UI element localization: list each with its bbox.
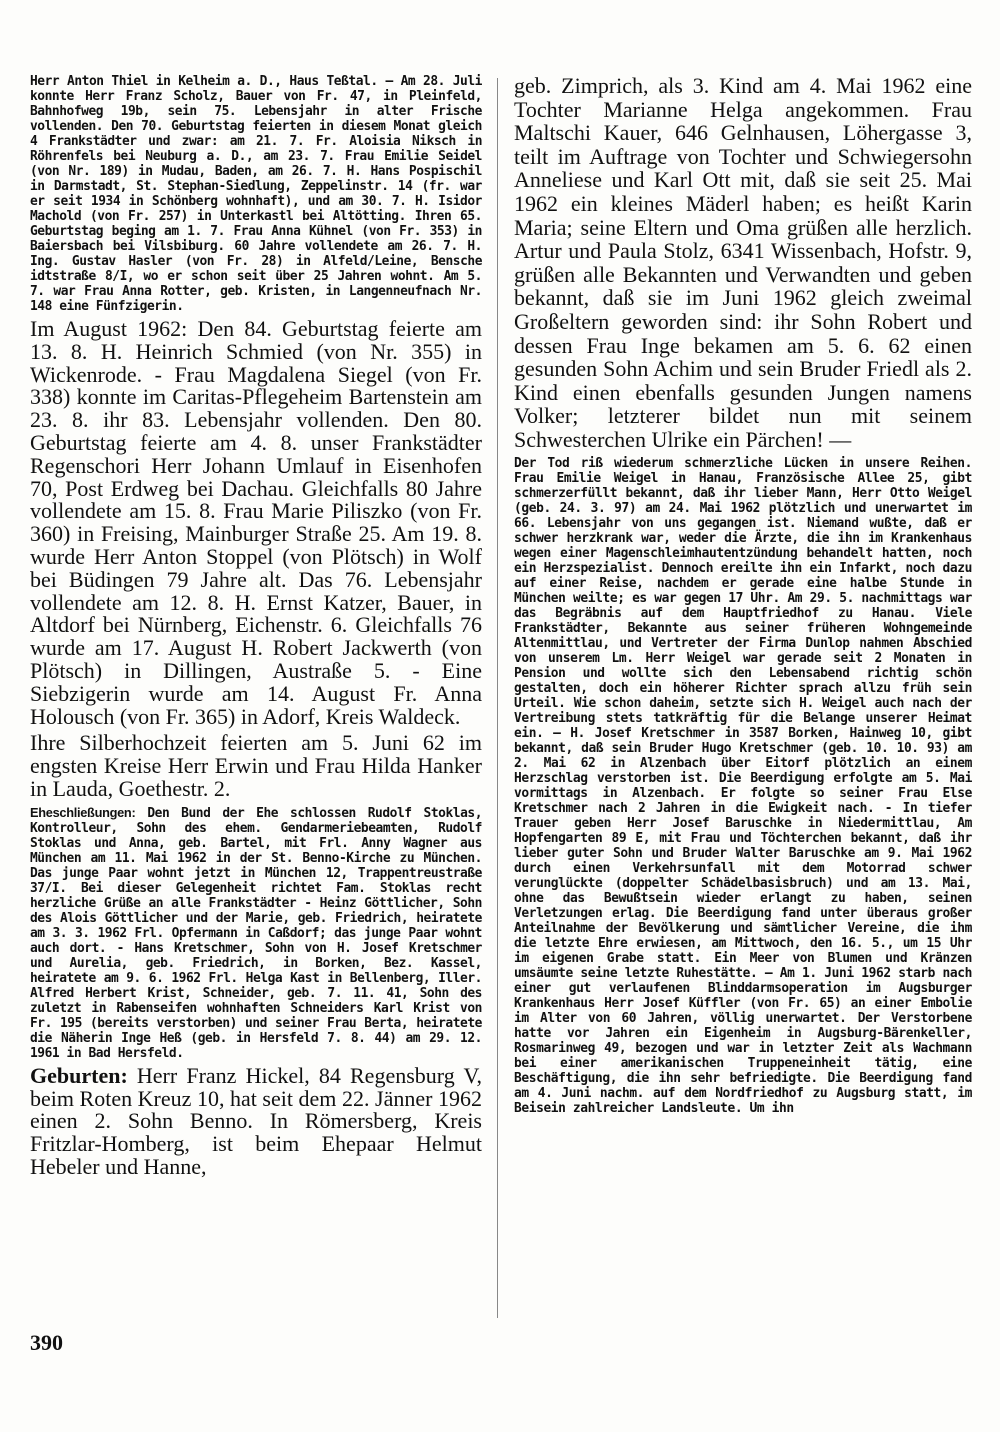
right-column bbox=[514, 74, 972, 1116]
birthday-notices-august: Im August 1962: Den 84. Geburtstag feierte am 13. 8. H. Heinrich Schmied (von Nr. 355) in Wickenrode. - Frau Magdalena Siegel (von Fr. 338) konnte im Caritas-Pflegeheim Bartenstein am 23. 8. ihr 83. Lebensjahr vollenden. Den 80. Geburtstag feierte am 4. 8. unser Frankstädter Regenschori Herr Johann Umlauf in Eisenhofen 70, Post Erdweg bei Dachau. Gleichfalls 80 Jahre vollendete am 15. 8. Frau Marie Piliszko (von Fr. 360) in Freising, Mainburger Straße 25. Am 19. 8. wurde Herr Anton Stoppel (von Plötsch) in Wolf bei Büdingen 79 Jahre alt. Das 76. Lebensjahr vollendete am 12. 8. H. Ernst Katzer, Bauer, in Altdorf bei Nürnberg, Eichenstr. 6. Gleichfalls 76 wurde am 17. August H. Robert Jackwerth (von Plötsch) in Dillingen, Austraße 5. - Eine Siebzigerin wurde am 14. August Fr. Anna Holousch (von Fr. 365) in Adorf, Kreis Waldeck. bbox=[30, 316, 482, 729]
page-number: 390 bbox=[30, 1330, 63, 1355]
marriages-text: Den Bund der Ehe schlossen Rudolf Stoklas, Kontrolleur, Sohn des ehem. Gendarmeriebeamten, Rudolf Stoklas und Anna, geb. Bartel, mit Frl. Anny Wagner aus München am 11. Mai 1962 in der St. Benno-Kirche zu München. Das junge Paar wohnt jetzt in München 12, Trappentreustraße 37/I. Bei dieser Gelegenheit richtet Fam. Stoklas recht herzliche Grüße an alle Frankstädter - Heinz Göttlicher, Sohn des Alois Göttlicher und der Marie, geb. Friedrich, heiratete am 3. 3. 1962 Frl. Opfermann in Caßdorf; das junge Paar wohnt auch dort. - Hans Kretschmer, Sohn von H. Josef Kretschmer und Aurelia, geb. Friedrich, in Borken, Bez. Kassel, heiratete am 9. 6. 1962 Frl. Helga Kast in Bellenberg, Iller. Alfred Herbert Krist, Schneider, geb. 7. 11. 41, Sohn des zuletzt in Rabenseifen wohnhaften Schneiders Karl Krist von Fr. 195 (bereits verstorben) und seiner Frau Berta, heiratete die Näherin Inge Heß (geb. in Hersfeld 7. 8. 44) am 29. 12. 1961 in Bad Hersfeld. bbox=[30, 805, 483, 1061]
column-divider bbox=[497, 78, 498, 1318]
death-notices: Der Tod riß wiederum schmerzliche Lücken in unsere Reihen. Frau Emilie Weigel in Hanau, Französische Allee 25, gibt schmerzerfüllt bekannt, daß ihr lieber Mann, Herr Otto Weigel (geb. 24. 3. 97) am 24. Mai 1962 plötzlich und unerwartet im 66. Lebensjahr von uns gegangen ist. Niemand wußte, daß er schwer herzkrank war, weder die Ärzte, die ihn im Krankenhaus wegen einer Magenschleimhautentzündung behandelt hatten, noch ein Herzspezialist. Dennoch ereilte ihn ein Infarkt, noch dazu auf einer Reise, nachdem er gerade eine halbe Stunde in München weilte; es war gegen 17 Uhr. Am 29. 5. nachmittags war das Begräbnis auf dem Hauptfriedhof zu Hanau. Viele Frankstädter, Bekannte aus seiner früheren Wohngemeinde Altenmittlau, und Vertreter der Firma Dunlop nahmen Abschied von unserem Lm. Herr Weigel war gerade seit 2 Monaten in Pension und wollte sich den Lebensabend richtig schön gestalten, doch ein höherer Richter sprach allzu früh sein Urteil. Wie schon daheim, setzte sich H. Weigel auch nach der Vertreibung stets tatkräftig für die Belange unserer Heimat ein. — H. Josef Kretschmer in 3587 Borken, Hainweg 10, gibt bekannt, daß sein Bruder Hugo Kretschmer (geb. 10. 10. 93) am 2. Mai 62 in Alzenbach über Eitorf plötzlich an einem Herzschlag verstorben ist. Die Beerdigung erfolgte am 5. Mai vormittags in Alzenbach. Er folgte so seiner Frau Else Kretschmer nach 2 Jahren in die Ewigkeit nach. - In tiefer Trauer geben Herr Josef Baruschke in Niedermittlau, Am Hopfengarten 89 E, mit Frau und Töchterchen bekannt, daß ihr lieber guter Sohn und Bruder Walter Baruschke am 9. Mai 1962 durch einen Verkehrsunfall mit dem Motorrad schwer verunglückte (doppelter Schädelbasisbruch) und am 13. Mai, ohne das Bewußtsein wieder erlangt zu haben, seinen Verletzungen erlag. Die Beerdigung fand unter überaus großer Anteilnahme der Bevölkerung und sämtlicher Vereine, die ihm die letzte Ehre erwiesen, am Mittwoch, den 16. 5., um 15 Uhr im eigenen Grabe statt. Ein Meer von Blumen und Kränzen umsäumte seine letzte Ruhestätte. — Am 1. Juni 1962 starb nach einer gut verlaufenen Blinddarmsoperation im Augsburger Krankenhaus Herr Josef Küffler (von Fr. 65) an einer Embolie im Alter von 60 Jahren, völlig unerwartet. Der Verstorbene hatte vor Jahren ein Eigenheim in Augsburg-Bärenkeller, Rosmarinweg 49, bezogen und war in letzter Zeit als Wachmann bei einer amerikanischen Truppeneinheit tätig, eine Beschäftigung, die ihn sehr befriedigte. Die Beerdigung fand am 4. Juni nachm. auf dem Nordfriedhof zu Augsburg statt, im Beisein zahlreicher Landsleute. Um ihn bbox=[514, 455, 972, 1116]
birthday-notices-july: Herr Anton Thiel in Kelheim a. D., Haus Teßtal. — Am 28. Juli konnte Herr Franz Scholz, Bauer von Fr. 47, in Pleinfeld, Bahnhofweg 19b, sein 75. Lebensjahr in alter Frische vollenden. Den 70. Geburtstag feierten in diesem Monat gleich 4 Frankstädter und zwar: am 21. 7. Fr. Aloisia Niksch in Röhrenfels bei Neuburg a. D., am 23. 7. Frau Emilie Seidel (von Nr. 189) in Mudau, Baden, am 26. 7. H. Hans Pospischil in Darmstadt, St. Stephan-Siedlung, Zeppelinstr. 14 (fr. war er seit 1934 in Schönberg wohnhaft), und am 30. 7. H. Isidor Machold (von Fr. 257) in Unterkastl bei Altötting. Ihren 65. Geburtstag beging am 1. 7. Frau Anna Kühnel (von Fr. 353) in Baiersbach bei Vilsbiburg. 60 Jahre vollendete am 26. 7. H. Ing. Gustav Hasler (von Fr. 28) in Alfeld/Leine, Bensche idtstraße 8/I, wo er schon seit über 25 Jahren wohnt. Am 5. 7. war Frau Anna Rotter, geb. Kristen, in Langenneufnach Nr. 148 eine Fünfzigerin. bbox=[30, 74, 482, 314]
births-text: Herr Franz Hickel, 84 Regensburg V, beim Roten Kreuz 10, hat seit dem 22. Jänner 1962 einen 2. Sohn Benno. In Römersberg, Kreis Fritzlar-Homberg, ist beim Ehepaar Helmut Hebeler und Hanne, bbox=[30, 1062, 482, 1179]
births-continued: geb. Zimprich, als 3. Kind am 4. Mai 1962 eine Tochter Marianne Helga angekommen. Frau Maltschi Kauer, 646 Gelnhausen, Löhergasse 3, teilt im Auftrage von Tochter und Schwiegersohn Anneliese und Karl Ott mit, daß sie seit 25. Mai 1962 ein kleines Mäderl haben; es heißt Karin Maria; seine Eltern und Oma grüßen alle herzlich. Artur und Paula Stolz, 6341 Wissenbach, Hofstr. 9, grüßen alle Bekannten und Verwandten und geben bekannt, daß sie im Juni 1962 gleich zweimal Großeltern geworden sind: ihr Sohn Robert und dessen Frau Inge bekamen am 5. 6. 62 einen gesunden Sohn Achim und sein Bruder Friedl als 2. Kind einen ebenfalls gesunden Jungen namens Volker; letzterer bildet nun mit seinem Schwesterchen Ulrike ein Pärchen! — bbox=[514, 73, 972, 452]
left-column bbox=[30, 74, 482, 1179]
births-heading: Geburten: bbox=[30, 1062, 128, 1088]
marriages-section bbox=[30, 805, 482, 1061]
marriages-heading: Eheschließungen: bbox=[30, 804, 136, 820]
births-section bbox=[30, 1062, 482, 1179]
silver-wedding-notice: Ihre Silberhochzeit feierten am 5. Juni 62 im engsten Kreise Herr Erwin und Frau Hilda Hanker in Lauda, Goethestr. 2. bbox=[30, 730, 482, 801]
